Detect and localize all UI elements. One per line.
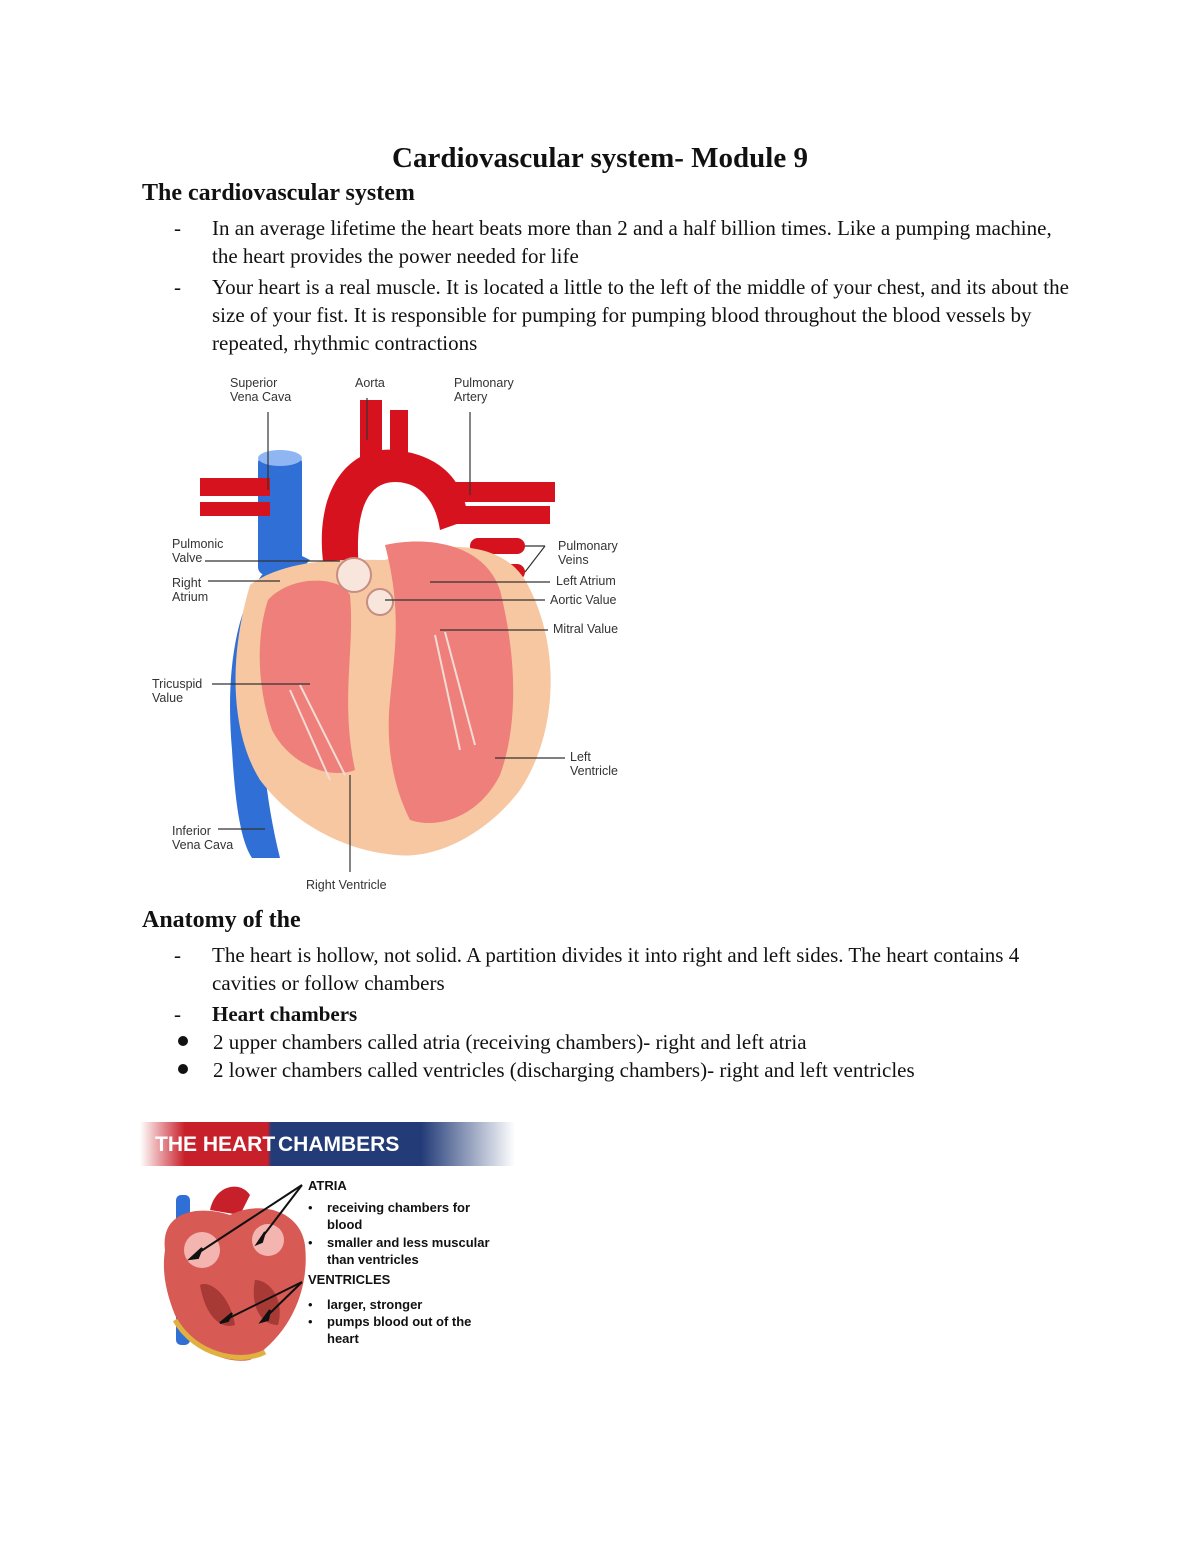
page-title: Cardiovascular system- Module 9	[392, 142, 808, 174]
label-right-atrium: Right Atrium	[172, 576, 209, 604]
list-item: - The heart is hollow, not solid. A partition divides it into right and left sides. The heart contains 4 cavities or follow chambers	[142, 941, 1072, 997]
atria-bullet-mark: •	[308, 1200, 313, 1215]
label-pulmonary-artery: Pulmonary Artery	[454, 376, 514, 404]
label-aorta: Aorta	[355, 376, 385, 390]
banner-title-left: THE HEART	[155, 1133, 276, 1156]
atria-point-2: smaller and less muscular than ventricles	[327, 1235, 490, 1267]
ventricles-heading: VENTRICLES	[308, 1272, 391, 1287]
atria-heading: ATRIA	[308, 1178, 347, 1193]
label-superior-vena-cava: Superior Vena Cava	[230, 376, 292, 404]
list-item-heart-chambers	[142, 1000, 1072, 1084]
section-heading-cardiovascular: The cardiovascular system	[142, 180, 415, 206]
ventricles-bullet-mark: •	[308, 1297, 313, 1312]
bullet-item: 2 upper chambers called atria (receiving chambers)- right and left atria	[142, 1028, 1072, 1056]
label-pulmonic-valve: Pulmonic Valve	[172, 537, 224, 565]
atria-point-1: receiving chambers for blood	[327, 1200, 471, 1232]
ventricles-bullet-mark: •	[308, 1314, 313, 1329]
label-pulmonary-veins: Pulmonary Veins	[558, 539, 618, 567]
heart-chambers-figure	[140, 1120, 520, 1370]
pulmonary-artery-shape	[440, 482, 555, 502]
heart-chambers-heading: Heart chambers	[212, 1002, 358, 1026]
pulmonic-valve-shape	[337, 558, 371, 592]
left-chamber-shape	[385, 541, 513, 823]
ventricles-point-2: pumps blood out of the heart	[327, 1314, 472, 1346]
section-heading-anatomy: Anatomy of the	[142, 907, 301, 933]
label-tricuspid-valve: Tricuspid Value	[152, 677, 203, 705]
list-item: - Your heart is a real muscle. It is located a little to the left of the middle of your chest, and its about the size of your fist. It is responsible for pumping for pumping blood throughout the blood vessels by repeated, rhythmic contractions	[142, 273, 1072, 357]
bullet-item: 2 lower chambers called ventricles (discharging chambers)- right and left ventricles	[142, 1056, 1072, 1084]
label-inferior-vena-cava: Inferior Vena Cava	[172, 824, 234, 852]
heart-anatomy-diagram	[140, 370, 640, 900]
list-item: - In an average lifetime the heart beats more than 2 and a half billion times. Like a pumping machine, the heart provides the power needed for life	[142, 214, 1072, 270]
label-mitral-valve: Mitral Value	[553, 622, 619, 636]
label-left-ventricle: Left Ventricle	[570, 750, 618, 778]
label-left-atrium: Left Atrium	[556, 574, 616, 588]
cardiovascular-list	[142, 214, 1072, 360]
ventricles-point-1: larger, stronger	[327, 1297, 423, 1312]
anatomy-list	[142, 941, 1072, 1087]
label-right-ventricle: Right Ventricle	[306, 878, 387, 892]
aortic-valve-shape	[367, 589, 393, 615]
chambers-bullet-list	[142, 1028, 1072, 1084]
atria-bullet-mark: •	[308, 1235, 313, 1250]
label-aortic-valve: Aortic Value	[550, 593, 617, 607]
banner-title-right: CHAMBERS	[278, 1133, 400, 1156]
